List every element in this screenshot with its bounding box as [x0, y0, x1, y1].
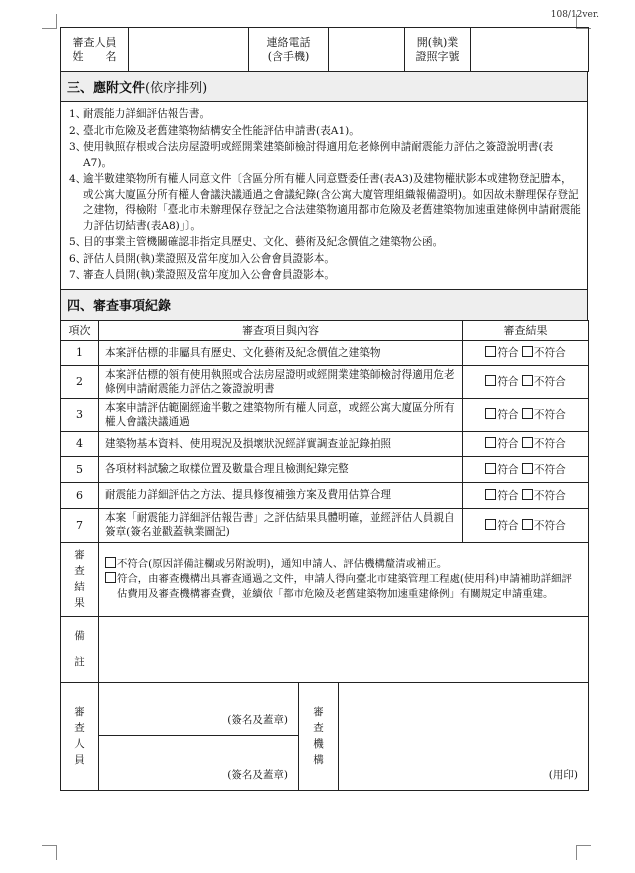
table-row: 3 本案申請評估範圍經逾半數之建築物所有權人同意，或經公寓大廈區分所有權人會議決議通過 符合 不符合 — [61, 398, 589, 431]
list-item: 6、 評估人員開(執)業證照及當年度加入公會會員證影本。 — [69, 252, 335, 265]
agency-seal-field[interactable]: (用印) — [339, 682, 589, 790]
reviewer-label: 審 查 人 員 — [61, 682, 99, 790]
crop-mark-bottom-left — [42, 845, 57, 860]
pass-checkbox[interactable] — [485, 375, 496, 386]
list-item: 4、 逾半數建築物所有權人同意文件〔含區分所有權人同意暨委任書(表A3)及建物權狀影本或建物登記謄本，或公寓大廈區分所有權人會議決議通過之會議紀錄(含公寓大廈管理組織報備證明)。如因故未辦理保存登記之建物，得檢附「臺北市未辦理保存登記之合法建築物適用都市危險及老舊建築物加速重建條例申請耐震能力評估切結書(表A8)」〕。 — [69, 173, 581, 232]
remarks-field[interactable] — [99, 616, 589, 682]
col-header-no: 項次 — [61, 320, 99, 340]
license-field[interactable] — [471, 28, 589, 72]
phone-label: 連絡電話 (含手機) — [249, 28, 329, 72]
table-row: 7 本案「耐震能力詳細評估報告書」之評估結果具體明確，並經評估人員親自簽章(簽名並戳蓋執業圖記) 符合 不符合 — [61, 508, 589, 542]
remarks-label: 備 註 — [61, 616, 99, 682]
pass-checkbox[interactable] — [485, 519, 496, 530]
list-item: 3、 使用執照存根或合法房屋證明或經開業建築師檢討得適用危老條例申請耐震能力評估之簽證說明書(表A7)。 — [69, 141, 554, 169]
fail-checkbox[interactable] — [522, 519, 533, 530]
review-form — [60, 27, 588, 791]
form-version: 108/12ver. — [550, 10, 599, 20]
outcome-table — [60, 542, 589, 791]
attachments-list — [61, 102, 588, 290]
reviewer-name-label: 審查人員 姓 名 — [61, 28, 129, 72]
outcome-pass-checkbox[interactable] — [105, 572, 116, 583]
table-row: 2 本案評估標的領有使用執照或合法房屋證明或經開業建築師檢討得適用危老條例申請耐震能力評估之簽證說明書 符合 不符合 — [61, 365, 589, 398]
section4-title: 四、審查事項紀錄 — [61, 289, 588, 320]
reviewer-name-field[interactable] — [129, 28, 249, 72]
fail-checkbox[interactable] — [522, 437, 533, 448]
review-items-table — [60, 320, 589, 543]
col-header-result: 審查結果 — [463, 320, 589, 340]
phone-field[interactable] — [329, 28, 405, 72]
list-item: 2、 臺北市危險及老舊建築物結構安全性能評估申請書(表A1)。 — [69, 124, 360, 137]
outcome-options: 不符合(原因詳備註欄或另附說明)，通知申請人、評估機構釐清或補正。 符合，由審查機構出具審查通過之文件，申請人得向臺北市建築管理工程處(使用科)申請補助詳細評估費用及審查機構審查費，並續依「都市危險及老舊建築物加速重建條例」有關規定申請重建。 — [99, 542, 589, 616]
outcome-fail-checkbox[interactable] — [105, 557, 116, 568]
table-row: 5 各項材料試驗之取樣位置及數量合理且檢測紀錄完整 符合 不符合 — [61, 456, 589, 482]
fail-checkbox[interactable] — [522, 375, 533, 386]
table-row: 4 建築物基本資料、使用現況及損壞狀況經詳實調查並記錄拍照 符合 不符合 — [61, 431, 589, 456]
fail-checkbox[interactable] — [522, 408, 533, 419]
list-item: 1、 耐震能力詳細評估報告書。 — [69, 108, 211, 120]
attachments-table — [60, 71, 588, 321]
pass-checkbox[interactable] — [485, 346, 496, 357]
fail-checkbox[interactable] — [522, 346, 533, 357]
agency-label: 審 查 機 構 — [299, 682, 339, 790]
list-item: 5、 目的事業主管機關確認非指定具歷史、文化、藝術及紀念價值之建築物公函。 — [69, 236, 444, 248]
pass-checkbox[interactable] — [485, 489, 496, 500]
crop-mark-bottom-right — [576, 845, 591, 860]
pass-checkbox[interactable] — [485, 463, 496, 474]
list-item: 7、 審查人員開(執)業證照及當年度加入公會會員證影本。 — [69, 269, 335, 281]
col-header-item: 審查項目與內容 — [99, 320, 463, 340]
fail-checkbox[interactable] — [522, 463, 533, 474]
license-label: 開(執)業 證照字號 — [405, 28, 471, 72]
reviewer-signature-2[interactable]: (簽名及蓋章) — [99, 735, 299, 790]
section3-title: 三、應附文件(依序排列) — [61, 72, 588, 102]
table-row: 1 本案評估標的非屬具有歷史、文化藝術及紀念價值之建築物 符合 不符合 — [61, 340, 589, 365]
outcome-label: 審 查 結 果 — [61, 542, 99, 616]
reviewer-signature-1[interactable]: (簽名及蓋章) — [99, 682, 299, 735]
crop-mark-top-left — [42, 14, 57, 29]
fail-checkbox[interactable] — [522, 489, 533, 500]
pass-checkbox[interactable] — [485, 408, 496, 419]
header-table — [60, 27, 589, 72]
table-row: 6 耐震能力詳細評估之方法、提具修復補強方案及費用估算合理 符合 不符合 — [61, 482, 589, 508]
pass-checkbox[interactable] — [485, 437, 496, 448]
